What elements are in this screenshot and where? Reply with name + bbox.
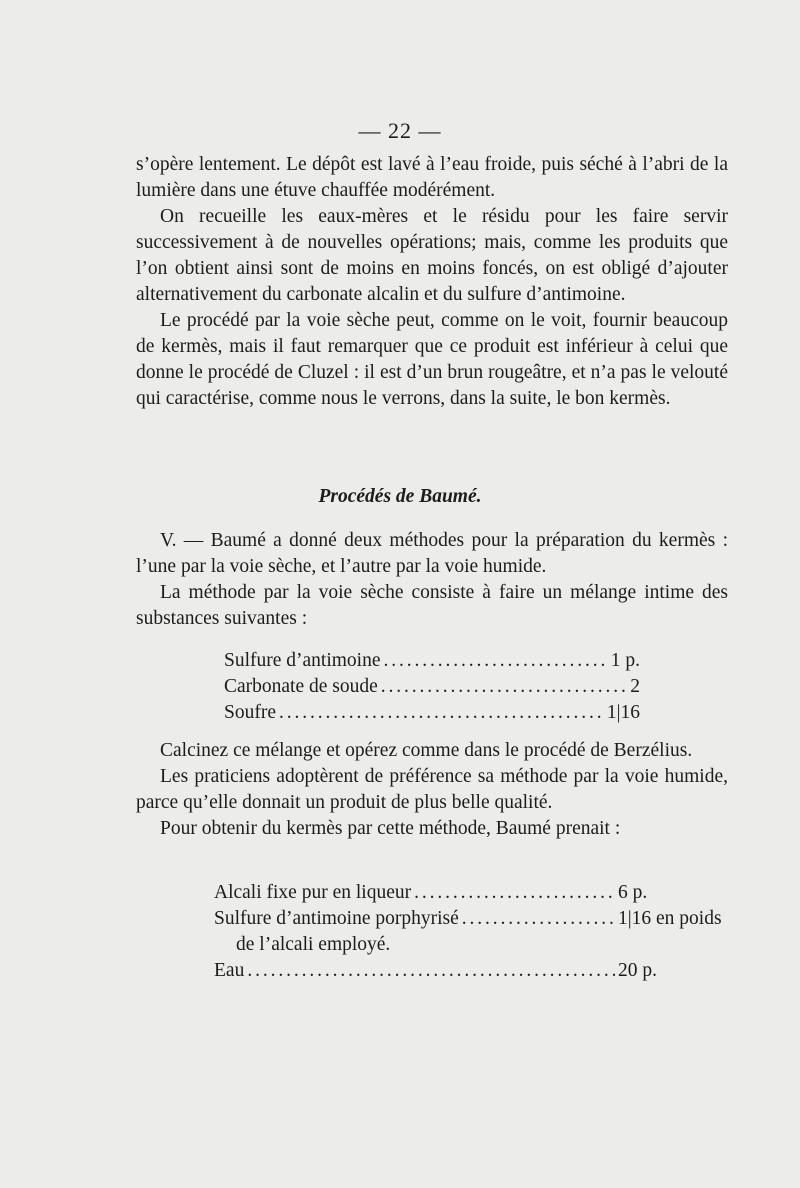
recipe-row — [224, 700, 640, 726]
leader-dots — [247, 958, 615, 984]
page-number: — 22 — — [358, 118, 442, 143]
leader-dots — [384, 648, 608, 674]
ingredient-quantity: 6 p. — [618, 882, 648, 903]
leader-dots — [279, 700, 604, 726]
paragraph: Les praticiens adoptèrent de préférence sa méthode par la voie humide, parce qu’elle donnait un produit de plus belle qualité. — [136, 766, 728, 813]
leader-dots — [381, 674, 627, 700]
leader-dots — [414, 880, 615, 906]
ingredient-name: Sulfure d’antimoine porphyrisé — [214, 908, 459, 929]
recipe-row — [214, 906, 730, 932]
recipe-list-wet — [214, 880, 730, 984]
recipe-row — [214, 958, 730, 984]
ingredient-quantity: 1|16 — [606, 702, 640, 723]
paragraph: Pour obtenir du kermès par cette méthode, Baumé prenait : — [160, 818, 621, 839]
ingredient-name: Alcali fixe pur en liqueur — [214, 882, 412, 903]
ingredient-name: Sulfure d’antimoine — [224, 650, 381, 671]
ingredient-name: Soufre — [224, 702, 276, 723]
ingredient-quantity: 1 p. — [610, 650, 640, 671]
leader-dots — [462, 906, 615, 932]
paragraph: Calcinez ce mélange et opérez comme dans le procédé de Berzélius. — [160, 740, 693, 761]
ingredient-name: Carbonate de soude — [224, 676, 378, 697]
paragraph: On recueille les eaux-mères et le résidu pour les faire servir successivement à de nouvelles opérations; mais, comme les produits que l’on obtient ainsi sont de moins en moins foncés, on est obligé d’ajouter alternativement du carbonate alcalin et du sulfure d’antimoine. — [136, 206, 728, 305]
paragraph: La méthode par la voie sèche consiste à faire un mélange intime des substances suivantes : — [136, 582, 728, 629]
ingredient-quantity: 2 — [630, 676, 640, 697]
ingredient-quantity: 1|16 en poids — [618, 908, 722, 929]
ingredient-quantity: 20 p. — [618, 960, 657, 981]
recipe-continuation: de l’alcali employé. — [236, 934, 391, 955]
body-text-top — [136, 152, 728, 412]
paragraph: s’opère lentement. Le dépôt est lavé à l’eau froide, puis séché à l’abri de la lumière dans une étuve chauffée modérément. — [136, 154, 728, 201]
body-text-bottom — [136, 738, 728, 842]
paragraph: Le procédé par la voie sèche peut, comme on le voit, fournir beaucoup de kermès, mais il faut remarquer que ce produit est inférieur à celui que donne le procédé de Cluzel : il est d’un brun rougeâtre, et n’a pas le velouté qui caractérise, comme nous le verrons, dans la suite, le bon kermès. — [136, 310, 728, 409]
recipe-row — [214, 880, 730, 906]
body-text-middle — [136, 528, 728, 632]
recipe-row — [224, 674, 640, 700]
paragraph: V. — Baumé a donné deux méthodes pour la préparation du kermès : l’une par la voie sèche, et l’autre par la voie humide. — [136, 530, 728, 577]
section-heading: Procédés de Baumé. — [318, 486, 482, 507]
ingredient-name: Eau — [214, 960, 245, 981]
recipe-list-dry — [224, 648, 640, 726]
recipe-row — [224, 648, 640, 674]
